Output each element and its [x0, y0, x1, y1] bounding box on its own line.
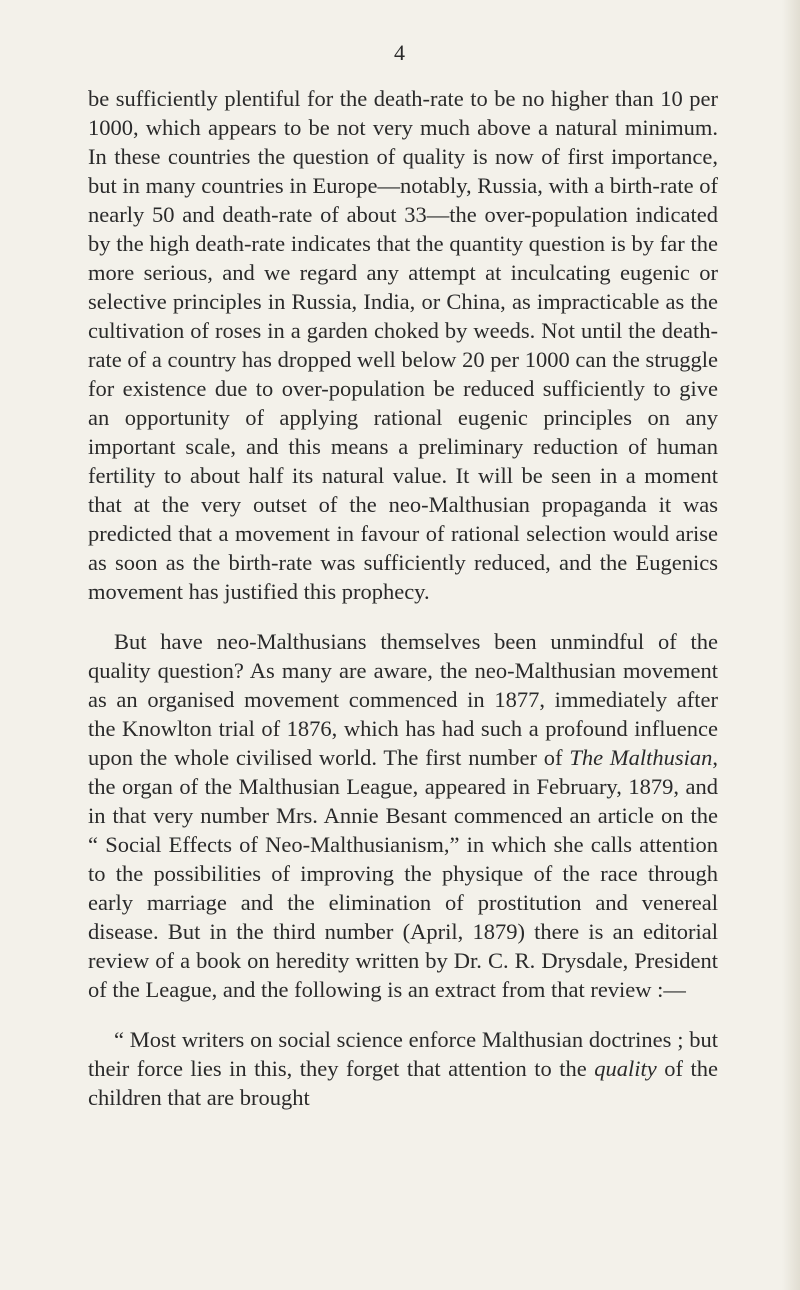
- paragraph-2-text-after: , the organ of the Malthusian League, appeared in February, 1879, and in that very number Mrs. Annie Besant commenced an article on the “ Social Effects of Neo-Malthusianism,” in which she calls attention to the possibilities of improving the physique of the race through early marriage and the elimination of prostitution and venereal disease. But in the third number (April, 1879) there is an editorial review of a book on heredity written by Dr. C. R. Drysdale, President of the League, and the following is an extract from that review :—: [88, 745, 718, 1002]
- paragraph-2: [88, 627, 718, 1004]
- paragraph-3-text-before: “ Most writers on social science enforce Malthusian doctrines ; but their force lies in this, they forget that attention to the: [88, 1027, 718, 1081]
- paragraph-3-text-after: of the children that are brought: [88, 1056, 718, 1110]
- journal-title-italic: The Malthusian: [569, 745, 713, 770]
- page-edge-shadow: [782, 0, 800, 1290]
- body-text: [88, 84, 718, 1112]
- quality-italic: quality: [594, 1056, 657, 1081]
- paragraph-3-quote: [88, 1025, 718, 1112]
- paragraph-2-text-before: But have neo-Malthusians themselves been unmindful of the quality question? As many are aware, the neo-Malthusian movement as an organised movement commenced in 1877, immediately after the Knowlton trial of 1876, which has had such a profound influence upon the whole civilised world. The first number of: [88, 629, 718, 770]
- paragraph-1: be sufficiently plentiful for the death-rate to be no higher than 10 per 1000, which appears to be not very much above a natural minimum. In these countries the question of quality is now of first importance, but in many countries in Europe—notably, Russia, with a birth-rate of nearly 50 and death-rate of about 33—the over-population indicated by the high death-rate indicates that the quantity question is by far the more serious, and we regard any attempt at inculcating eugenic or selective principles in Russia, India, or China, as impracticable as the cultivation of roses in a garden choked by weeds. Not until the death-rate of a country has dropped well below 20 per 1000 can the struggle for existence due to over-population be reduced sufficiently to give an opportunity of applying rational eugenic principles on any important scale, and this means a preliminary reduction of human fertility to about half its natural value. It will be seen in a moment that at the very outset of the neo-Malthusian propaganda it was predicted that a movement in favour of rational selection would arise as soon as the birth-rate was sufficiently reduced, and the Eugenics movement has justified this prophecy.: [88, 86, 718, 604]
- page-number: 4: [394, 40, 406, 65]
